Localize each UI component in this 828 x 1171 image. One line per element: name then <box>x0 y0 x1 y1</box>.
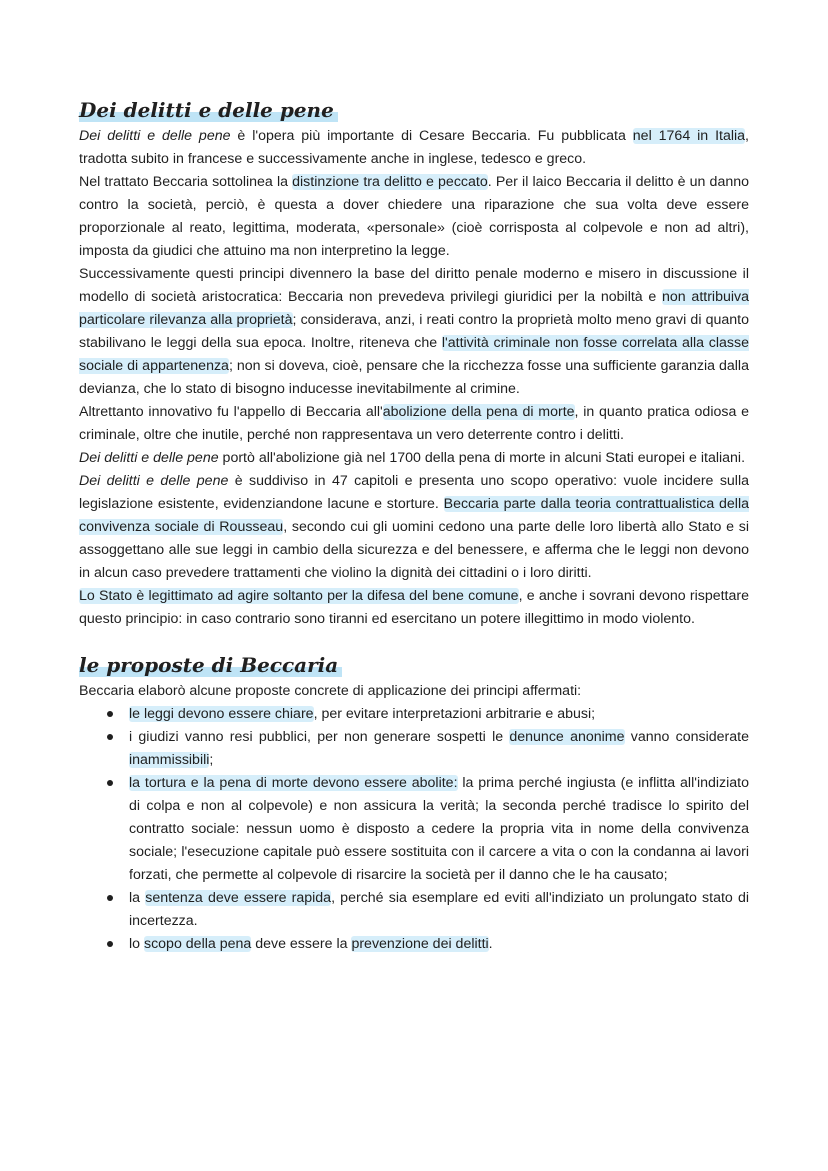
list-item: la sentenza deve essere rapida, perché sia esemplare ed eviti all'indiziato un prolungato stato di incertezza. <box>129 887 749 933</box>
paragraph-intro: Dei delitti e delle pene è l'opera più importante di Cesare Beccaria. Fu pubblicata nel 1764 in Italia, tradotta subito in francese e successivamente anche in inglese, tedesco e greco. <box>79 128 749 167</box>
list-item: le leggi devono essere chiare, per evitare interpretazioni arbitrarie e abusi; <box>129 703 749 726</box>
list-item: lo scopo della pena deve essere la prevenzione dei delitti. <box>129 933 749 956</box>
highlight: la tortura e la pena di morte devono essere abolite: <box>129 775 458 791</box>
book-title: Dei delitti e delle pene <box>79 128 231 144</box>
book-title: Dei delitti e delle pene <box>79 473 229 489</box>
paragraph-diritto-penale: Successivamente questi principi divennero la base del diritto penale moderno e misero in discussione il modello di società aristocratica: Beccaria non prevedeva privilegi giuridici per la nobiltà e non attribuiva particolare rilevanza alla proprietà; considerava, anzi, i reati contro la proprietà molto meno gravi di quanto stabilivano le leggi della sua epoca. Inoltre, riteneva che l'attività criminale non fosse correlata alla classe sociale di appartenenza; non si doveva, cioè, pensare che la ricchezza fosse una sufficiente garanzia dalla devianza, che lo stato di bisogno inducesse inevitabilmente al crimine. <box>79 266 750 397</box>
paragraph-abolizione: Dei delitti e delle pene portò all'abolizione già nel 1700 della pena di morte in alcuni Stati europei e italiani. <box>79 450 746 466</box>
highlight: distinzione tra delitto e peccato <box>292 174 488 190</box>
highlight: scopo della pena <box>143 936 252 952</box>
highlight: nel 1764 in Italia <box>632 128 746 144</box>
book-title: Dei delitti e delle pene <box>79 450 219 466</box>
paragraph-capitoli: Dei delitti e delle pene è suddiviso in 47 capitoli e presenta uno scopo operativo: vuole incidere sulla legislazione esistente, evidenziandone lacune e storture. Beccaria parte dalla teoria contrattualistica della convivenza sociale di Rousseau, secondo cui gli uomini cedono una parte delle loro libertà allo Stato e si assoggettano alle sue leggi in cambio della sicurezza e del benessere, e afferma che le leggi non devono in alcun caso prevedere trattamenti che violino la dignità dei cittadini o i loro diritti. <box>79 473 750 581</box>
paragraph-distinzione: Nel trattato Beccaria sottolinea la distinzione tra delitto e peccato. Per il laico Beccaria il delitto è un danno contro la società, perciò, è questa a dover chiedere una riparazione che sua volta deve essere proporzionale al reato, legittima, moderata, «personale» (cioè corrisposta al colpevole e non ad altri), imposta da giudici che attuino ma non interpretino la legge. <box>79 174 750 259</box>
highlight: l'attività criminale non fosse correlata alla classe sociale di appartenenza <box>79 335 750 374</box>
paragraph-pena-di-morte: Altrettanto innovativo fu l'appello di Beccaria all'abolizione della pena di morte, in quanto pratica odiosa e criminale, oltre che inutile, perché non rappresentava un vero deterrente contro i delitti. <box>79 404 750 443</box>
paragraph-proposte-intro: Beccaria elaborò alcune proposte concrete di applicazione dei principi affermati: <box>79 683 582 699</box>
highlight: Lo Stato è legittimato ad agire soltanto per la difesa del bene comune <box>79 588 519 604</box>
proposals-list <box>79 703 749 956</box>
highlight: Beccaria parte dalla teoria contrattualistica della convivenza sociale di Rousseau <box>79 496 749 535</box>
document-page <box>79 96 749 956</box>
highlight: abolizione della pena di morte <box>382 404 575 420</box>
highlight: prevenzione dei delitti <box>351 936 489 952</box>
highlight: le leggi devono essere chiare <box>129 706 314 722</box>
highlight: sentenza deve essere rapida <box>145 890 332 906</box>
paragraph-stato: Lo Stato è legittimato ad agire soltanto per la difesa del bene comune, e anche i sovrani devono rispettare questo principio: in caso contrario sono tiranni ed esercitano un potere illegittimo in modo violento. <box>79 588 749 627</box>
heading-dei-delitti: Dei delitti e delle pene <box>79 96 338 124</box>
highlight: non attribuiva particolare rilevanza alla proprietà <box>79 289 749 328</box>
list-item: i giudizi vanno resi pubblici, per non generare sospetti le denunce anonime vanno considerate inammissibili; <box>129 726 749 772</box>
highlight: inammissibili <box>129 752 210 768</box>
list-item: la tortura e la pena di morte devono essere abolite: la prima perché ingiusta (e inflitta all'indiziato di colpa e non al colpevole) e non assicura la verità; la seconda perché tradisce lo spirito del contratto sociale: nessun uomo è disposto a cedere la propria vita in nome della convivenza sociale; l'esecuzione capitale può essere sostituita con il carcere a vita o con la condanna ai lavori forzati, che permette al colpevole di risarcire la società per il danno che le ha causato; <box>129 772 749 887</box>
heading-proposte: le proposte di Beccaria <box>79 651 342 679</box>
highlight: denunce anonime <box>509 729 625 745</box>
